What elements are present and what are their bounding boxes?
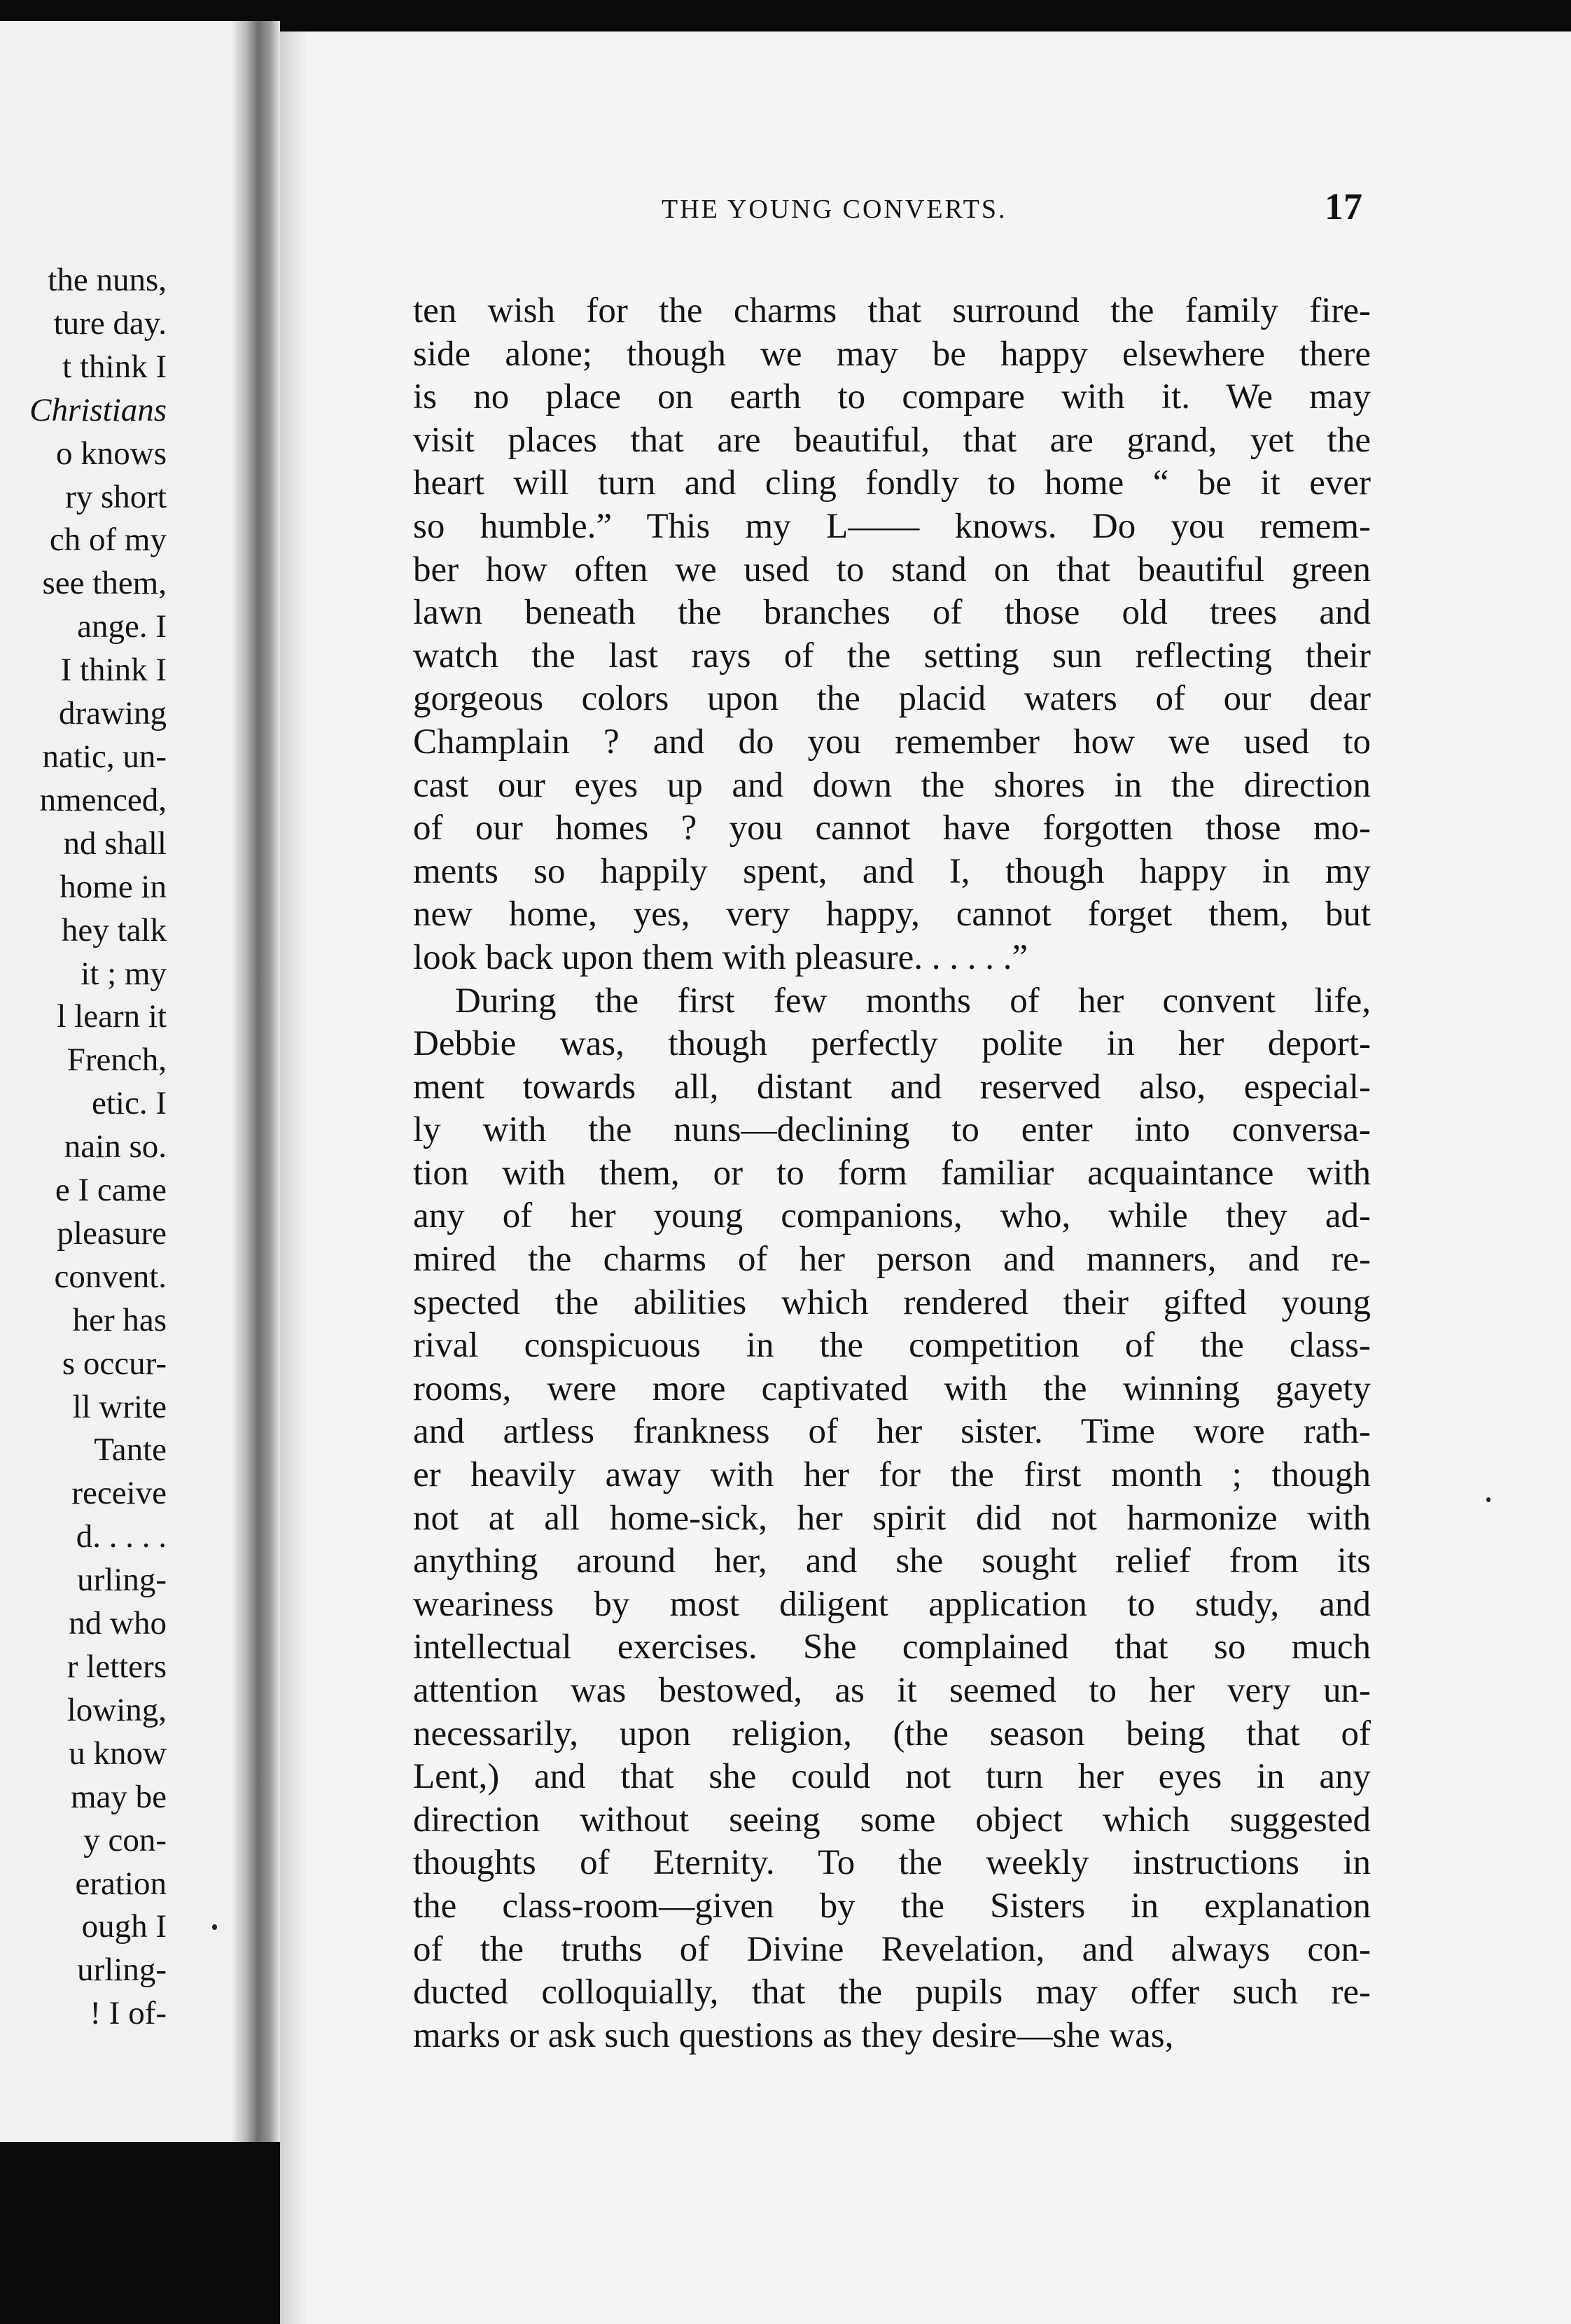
body-text-line: not at all home-sick, her spirit did not harmonize with	[413, 1498, 1371, 1538]
body-text-line: spected the abilities which rendered their gifted young	[413, 1282, 1371, 1322]
body-text-line: mired the charms of her person and manners, and re-	[413, 1240, 1371, 1280]
left-page-line: may be	[70, 1778, 167, 1815]
body-text-line: weariness by most diligent application to study, and	[413, 1584, 1371, 1624]
body-text-line: any of her young companions, who, while they ad-	[413, 1196, 1371, 1236]
body-text-line: ducted colloquially, that the pupils may offer such re-	[413, 1973, 1371, 2012]
left-page-line: o knows	[56, 435, 167, 472]
left-page-line: see them,	[42, 565, 167, 602]
left-page-line: nmenced,	[39, 781, 167, 818]
page-inner-shadow	[280, 31, 308, 2324]
body-text-line: look back upon them with pleasure. . . . . .”	[413, 937, 1028, 977]
body-text-line: ments so happily spent, and I, though happy in my	[413, 851, 1371, 891]
body-text-line: watch the last rays of the setting sun reflecting their	[413, 636, 1371, 676]
body-text-line: tion with them, or to form familiar acquaintance with	[413, 1153, 1371, 1193]
body-text-line: rooms, were more captivated with the winning gayety	[413, 1368, 1371, 1408]
left-page-line: it ; my	[81, 955, 167, 992]
left-page-line: Tante	[94, 1432, 167, 1469]
body-text-line: direction without seeing some object which suggested	[413, 1800, 1371, 1840]
left-page-line: lowing,	[67, 1691, 167, 1728]
left-page-line: d. . . . .	[76, 1518, 167, 1555]
left-page-line: t think I	[62, 348, 167, 385]
body-text-line: ment towards all, distant and reserved also, especial-	[413, 1067, 1371, 1107]
left-page-line: pleasure	[57, 1214, 167, 1252]
specks	[212, 1924, 217, 1930]
body-text-line: visit places that are beautiful, that are grand, yet the	[413, 420, 1371, 460]
left-page-line: ough I	[81, 1908, 167, 1945]
body-text-line: anything around her, and she sought relief from its	[413, 1541, 1371, 1581]
left-page-line: eration	[75, 1865, 167, 1902]
body-text-line: ten wish for the charms that surround the family fire-	[413, 291, 1371, 330]
body-text-line: Debbie was, though perfectly polite in her deport-	[413, 1024, 1371, 1064]
left-page-line: drawing	[58, 695, 167, 732]
left-page-line: urling-	[77, 1562, 167, 1599]
left-page-line: ture day.	[53, 304, 167, 342]
body-text-line: new home, yes, very happy, cannot forget them, but	[413, 895, 1371, 934]
left-page-line: I think I	[60, 652, 167, 689]
left-page-line: l learn it	[57, 998, 167, 1035]
left-page-line: French,	[67, 1042, 167, 1079]
body-text-line: is no place on earth to compare with it. We may	[413, 377, 1371, 417]
facing-page-text-fragments	[0, 259, 167, 2036]
left-page-line: convent.	[54, 1258, 167, 1295]
body-text-line: cast our eyes up and down the shores in the direction	[413, 765, 1371, 805]
left-page-line: hey talk	[61, 911, 167, 948]
left-page-line: receive	[71, 1475, 167, 1512]
left-page-line: s occur-	[62, 1345, 167, 1382]
body-text-line: side alone; though we may be happy elsewhere there	[413, 334, 1371, 374]
body-text-line: and artless frankness of her sister. Time wore rath-	[413, 1412, 1371, 1452]
left-page-line: her has	[72, 1301, 167, 1338]
body-text-line: the class-room—given by the Sisters in explanation	[413, 1886, 1371, 1926]
body-text-line: necessarily, upon religion, (the season being that of	[413, 1714, 1371, 1754]
body-text-line: of our homes ? you cannot have forgotten those mo-	[413, 808, 1371, 848]
body-text-line: rival conspicuous in the competition of the class-	[413, 1326, 1371, 1366]
left-page-line: nd shall	[63, 825, 167, 862]
body-text-line: During the first few months of her convent life,	[455, 981, 1371, 1021]
left-page-line: e I came	[55, 1172, 167, 1209]
left-page-line: y con-	[83, 1821, 167, 1858]
body-text-line: marks or ask such questions as they desire—she was,	[413, 2015, 1174, 2055]
body-text-line: gorgeous colors upon the placid waters of our dear	[413, 679, 1371, 719]
page-number: 17	[1325, 186, 1362, 227]
body-text	[413, 290, 1371, 2057]
body-text-line: thoughts of Eternity. To the weekly instructions in	[413, 1843, 1371, 1883]
body-text-line: of the truths of Divine Revelation, and always con-	[413, 1929, 1371, 1969]
left-page-line: Christians	[29, 391, 167, 428]
body-text-line: heart will turn and cling fondly to home “ be it ever	[413, 463, 1371, 503]
left-page-line: r letters	[67, 1648, 167, 1685]
left-page-line: ch of my	[49, 522, 167, 559]
left-page-line: home in	[60, 868, 167, 905]
specks	[1486, 1497, 1490, 1502]
body-text-line: intellectual exercises. She complained that so much	[413, 1628, 1371, 1667]
body-text-line: Champlain ? and do you remember how we used to	[413, 722, 1371, 762]
body-text-line: lawn beneath the branches of those old trees and	[413, 593, 1371, 633]
book-gutter-shadow	[231, 21, 280, 2142]
body-text-line: Lent,) and that she could not turn her eyes in any	[413, 1757, 1371, 1797]
left-page-line: ry short	[65, 478, 167, 515]
body-text-line: ly with the nuns—declining to enter into conversa-	[413, 1110, 1371, 1150]
body-text-line: so humble.” This my L—— knows. Do you remem-	[413, 506, 1371, 546]
left-page-line: ! I of-	[90, 1995, 167, 2032]
body-text-line: ber how often we used to stand on that beautiful green	[413, 550, 1371, 589]
left-page-line: nd who	[69, 1605, 167, 1642]
left-page-line: urling-	[77, 1952, 167, 1989]
left-page-line: natic, un-	[42, 738, 167, 775]
body-text-line: er heavily away with her for the first month ; though	[413, 1455, 1371, 1495]
running-head: THE YOUNG CONVERTS.	[662, 195, 1007, 224]
left-page-line: u know	[69, 1735, 167, 1772]
left-page-line: ll write	[72, 1388, 167, 1425]
left-page-line: the nuns,	[48, 262, 167, 298]
body-text-line: attention was bestowed, as it seemed to her very un-	[413, 1671, 1371, 1710]
left-page-line: nain so.	[64, 1128, 167, 1166]
left-page-line: ange. I	[77, 608, 167, 645]
left-page-line: etic. I	[92, 1085, 167, 1122]
